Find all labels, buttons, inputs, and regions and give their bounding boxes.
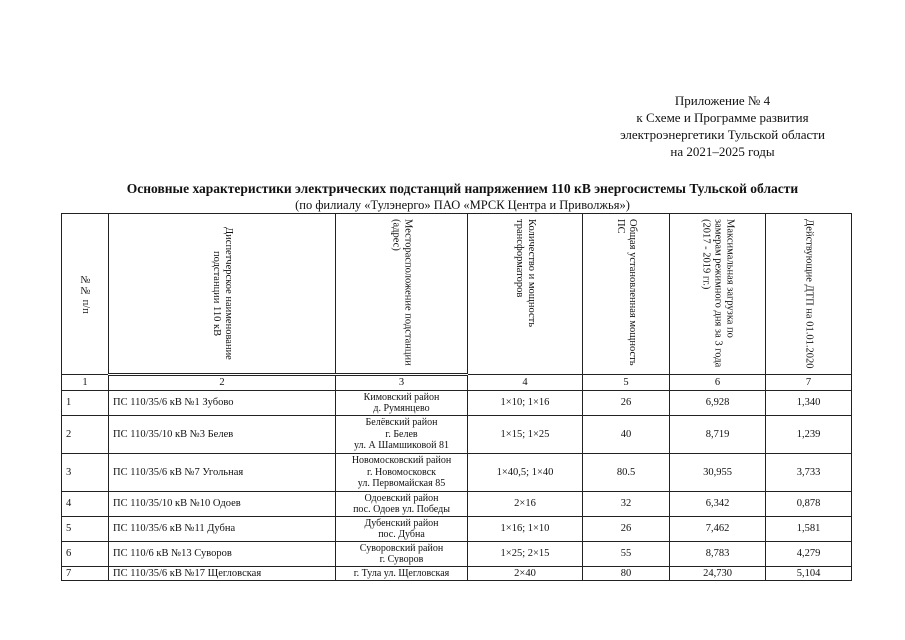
substation-location <box>336 567 468 581</box>
total-power-cell: 26 <box>583 391 670 416</box>
table-row <box>62 454 852 492</box>
header-cell <box>336 214 468 375</box>
substation-name: ПС 110/35/10 кВ №10 Одоев <box>109 492 336 517</box>
substation-location <box>336 391 468 416</box>
location-line: г. Тула ул. Щегловская <box>353 567 450 579</box>
substation-name: ПС 110/35/10 кВ №3 Белев <box>109 416 336 454</box>
dtp-cell: 4,279 <box>766 542 852 567</box>
column-number: 2 <box>109 375 336 391</box>
max-load-cell: 6,342 <box>670 492 766 517</box>
row-number: 4 <box>62 492 109 517</box>
dtp-cell: 3,733 <box>766 454 852 492</box>
transformers-cell: 1×40,5; 1×40 <box>468 454 583 492</box>
max-load-cell: 6,928 <box>670 391 766 416</box>
appendix-block <box>600 92 845 160</box>
transformers-cell: 2×40 <box>468 567 583 581</box>
table-row <box>62 542 852 567</box>
dtp-cell: 0,878 <box>766 492 852 517</box>
total-power-cell: 80 <box>583 567 670 581</box>
row-number: 1 <box>62 391 109 416</box>
dtp-cell: 5,104 <box>766 567 852 581</box>
header-text: Действующие ДТП на 01.01.2020 <box>803 219 815 369</box>
substation-location <box>336 454 468 492</box>
row-number: 6 <box>62 542 109 567</box>
location-line: г. Суворов <box>379 554 424 565</box>
header-cell <box>766 214 852 375</box>
location-line: г. Новомосковск <box>367 466 436 478</box>
header-cell <box>583 214 670 375</box>
location-line: пос. Одоев ул. Победы <box>353 504 450 515</box>
appendix-line: на 2021–2025 годы <box>670 144 775 159</box>
dtp-cell: 1,581 <box>766 517 852 542</box>
max-load-cell: 8,783 <box>670 542 766 567</box>
header-text: Месторасположение подстанции (адрес) <box>390 218 414 366</box>
dtp-cell: 1,239 <box>766 416 852 454</box>
table-row <box>62 517 852 542</box>
substations-table <box>61 213 852 581</box>
column-number: 1 <box>62 375 109 391</box>
substation-location <box>336 416 468 454</box>
location-line: д. Румянцево <box>373 403 430 414</box>
header-text: Количество и мощность трансформаторов <box>514 219 537 328</box>
header-text: №№ п/п <box>80 274 91 314</box>
max-load-cell: 7,462 <box>670 517 766 542</box>
document-title: Основные характеристики электрических подстанций напряжением 110 кВ энергосистемы Тульской области <box>126 181 799 196</box>
table-row <box>62 492 852 517</box>
table-row <box>62 567 852 581</box>
max-load-cell: 30,955 <box>670 454 766 492</box>
location-line: Суворовский район <box>359 542 444 554</box>
row-number: 3 <box>62 454 109 492</box>
header-cell <box>109 214 336 375</box>
header-text: Общая установленная мощность ПС <box>615 219 638 366</box>
location-line: Одоевский район <box>364 492 439 504</box>
total-power-cell: 32 <box>583 492 670 517</box>
substation-location <box>336 517 468 542</box>
appendix-line: электроэнергетики Тульской области <box>620 127 825 142</box>
location-line: г. Белев <box>385 428 418 440</box>
table-row <box>62 416 852 454</box>
appendix-line: к Схеме и Программе развития <box>636 110 809 125</box>
document-subtitle: (по филиалу «Тулэнерго» ПАО «МРСК Центра и Приволжья») <box>295 198 630 212</box>
location-line: ул. Первомайская 85 <box>357 478 446 490</box>
column-number: 5 <box>583 375 670 391</box>
header-text: Диспетчерское наименование подстанции 110 кВ <box>211 227 234 360</box>
column-number-row <box>62 375 852 391</box>
transformers-cell: 1×25; 2×15 <box>468 542 583 567</box>
row-number: 7 <box>62 567 109 581</box>
header-text: Максимальная загрузка по замерам режимного дня за 3 года (2017 - 2019 гг.) <box>700 219 736 368</box>
max-load-cell: 8,719 <box>670 416 766 454</box>
location-line: пос. Дубна <box>378 529 425 540</box>
row-number: 2 <box>62 416 109 454</box>
row-number: 5 <box>62 517 109 542</box>
location-line: Дубенский район <box>364 517 439 529</box>
table-row <box>62 391 852 416</box>
table-header-row <box>62 214 852 375</box>
substation-name: ПС 110/35/6 кВ №11 Дубна <box>109 517 336 542</box>
location-line: ул. А Шамшиковой 81 <box>353 440 450 452</box>
dtp-cell: 1,340 <box>766 391 852 416</box>
total-power-cell: 26 <box>583 517 670 542</box>
column-number: 7 <box>766 375 852 391</box>
location-line: Новомосковский район <box>351 455 452 467</box>
column-number: 6 <box>670 375 766 391</box>
transformers-cell: 1×15; 1×25 <box>468 416 583 454</box>
transformers-cell: 1×16; 1×10 <box>468 517 583 542</box>
appendix-line: Приложение № 4 <box>674 93 771 108</box>
substation-location <box>336 492 468 517</box>
substation-name: ПС 110/35/6 кВ №17 Щегловская <box>109 567 336 581</box>
total-power-cell: 40 <box>583 416 670 454</box>
header-cell <box>468 214 583 375</box>
substation-name: ПС 110/35/6 кВ №7 Угольная <box>109 454 336 492</box>
location-line: Белёвский район <box>365 417 438 429</box>
total-power-cell: 55 <box>583 542 670 567</box>
column-number: 3 <box>336 375 468 391</box>
substation-name: ПС 110/35/6 кВ №1 Зубово <box>109 391 336 416</box>
transformers-cell: 1×10; 1×16 <box>468 391 583 416</box>
substation-name: ПС 110/6 кВ №13 Суворов <box>109 542 336 567</box>
header-cell <box>62 214 109 375</box>
transformers-cell: 2×16 <box>468 492 583 517</box>
header-cell <box>670 214 766 375</box>
total-power-cell: 80.5 <box>583 454 670 492</box>
column-number: 4 <box>468 375 583 391</box>
substation-location <box>336 542 468 567</box>
max-load-cell: 24,730 <box>670 567 766 581</box>
location-line: Кимовский район <box>363 391 440 403</box>
